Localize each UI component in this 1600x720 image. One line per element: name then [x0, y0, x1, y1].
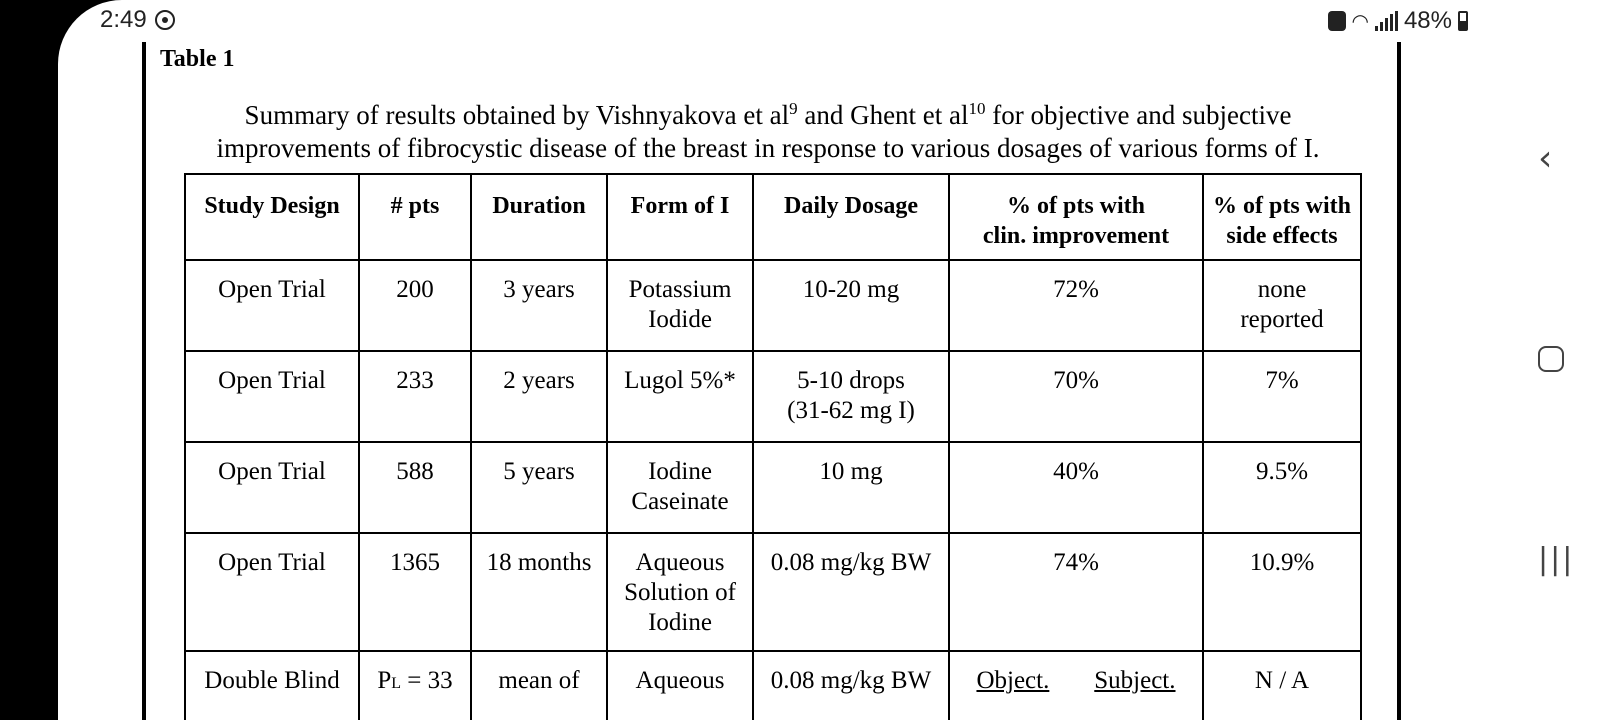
cell-study-design: Open Trial: [185, 260, 359, 351]
table-label: Table 1: [160, 46, 235, 72]
header-duration: Duration: [471, 174, 607, 260]
cell-duration: 5 years: [471, 442, 607, 533]
caption-text-1: Summary of results obtained by Vishnyakova et al: [244, 100, 790, 130]
navigation-bar: [1510, 0, 1600, 720]
cell-form: Iodine Caseinate: [607, 442, 753, 533]
table-row: [185, 651, 1361, 720]
header-improvement: % of pts with clin. improvement: [949, 174, 1203, 260]
wifi-icon: ◠: [1351, 10, 1369, 33]
home-icon[interactable]: [1538, 346, 1564, 372]
cell-improvement: 70%: [949, 351, 1203, 442]
cell-dosage: 0.08 mg/kg BW: [753, 651, 949, 720]
status-time: [100, 6, 175, 34]
cell-dosage: 5-10 drops (31-62 mg I): [753, 351, 949, 442]
cell-side-effects: 10.9%: [1203, 533, 1361, 651]
status-icons: [1328, 7, 1469, 35]
cell-dosage: 10-20 mg: [753, 260, 949, 351]
header-dosage: Daily Dosage: [753, 174, 949, 260]
caption-text-3: for objective and subjective: [985, 100, 1292, 130]
cell-side-effects: 7%: [1203, 351, 1361, 442]
table-caption: [168, 92, 1368, 165]
cell-dosage: 0.08 mg/kg BW: [753, 533, 949, 651]
cell-side-effects: N / A: [1203, 651, 1361, 720]
table-row: [185, 260, 1361, 351]
cell-improvement: 74%: [949, 533, 1203, 651]
header-study-design: Study Design: [185, 174, 359, 260]
cell-pts: 200: [359, 260, 471, 351]
battery-percent: 48%: [1403, 7, 1452, 34]
table-body: [185, 260, 1361, 720]
sync-icon: [155, 10, 175, 30]
clock-text: 2:49: [100, 6, 147, 33]
cell-side-effects: none reported: [1203, 260, 1361, 351]
cell-form: Aqueous Solution of Iodine: [607, 533, 753, 651]
header-form: Form of I: [607, 174, 753, 260]
page-border-left: [142, 42, 146, 720]
page-border-right: [1397, 42, 1401, 720]
cell-study-design: Open Trial: [185, 533, 359, 651]
results-table: [184, 173, 1362, 720]
cell-duration: 3 years: [471, 260, 607, 351]
header-pts: # pts: [359, 174, 471, 260]
table-row: [185, 351, 1361, 442]
back-icon[interactable]: ‹: [1538, 138, 1553, 179]
subject-label: Subject.: [1094, 667, 1176, 694]
cell-improvement: [949, 651, 1203, 720]
cell-duration: mean of: [471, 651, 607, 720]
table-row: [185, 442, 1361, 533]
cell-improvement: 40%: [949, 442, 1203, 533]
cell-pts: 233: [359, 351, 471, 442]
caption-line-2: improvements of fibrocystic disease of the breast in response to various dosages of various forms of I.: [216, 133, 1320, 163]
cell-study-design: Open Trial: [185, 351, 359, 442]
cell-study-design: Open Trial: [185, 442, 359, 533]
cell-form: Aqueous: [607, 651, 753, 720]
recycle-icon: [1328, 11, 1346, 31]
recent-apps-icon[interactable]: |||: [1538, 542, 1575, 577]
cell-dosage: 10 mg: [753, 442, 949, 533]
caption-ref-1: 9: [789, 99, 798, 118]
object-label: Object.: [976, 667, 1050, 694]
battery-icon: [1458, 11, 1468, 31]
cell-pts: 1365: [359, 533, 471, 651]
table-header-row: [185, 174, 1361, 260]
table-row: [185, 533, 1361, 651]
screen: [58, 0, 1600, 720]
signal-icon: [1375, 11, 1398, 31]
cell-study-design: Double Blind: [185, 651, 359, 720]
cell-form: Lugol 5%*: [607, 351, 753, 442]
cell-pts: 588: [359, 442, 471, 533]
cell-pts: PL = 33: [359, 651, 471, 720]
status-bar: [58, 0, 1600, 40]
cell-duration: 2 years: [471, 351, 607, 442]
cell-form: Potassium Iodide: [607, 260, 753, 351]
caption-ref-2: 10: [968, 99, 986, 118]
header-side-effects: % of pts with side effects: [1203, 174, 1361, 260]
cell-side-effects: 9.5%: [1203, 442, 1361, 533]
caption-text-2: and Ghent et al: [797, 100, 969, 130]
cell-improvement: 72%: [949, 260, 1203, 351]
cell-duration: 18 months: [471, 533, 607, 651]
